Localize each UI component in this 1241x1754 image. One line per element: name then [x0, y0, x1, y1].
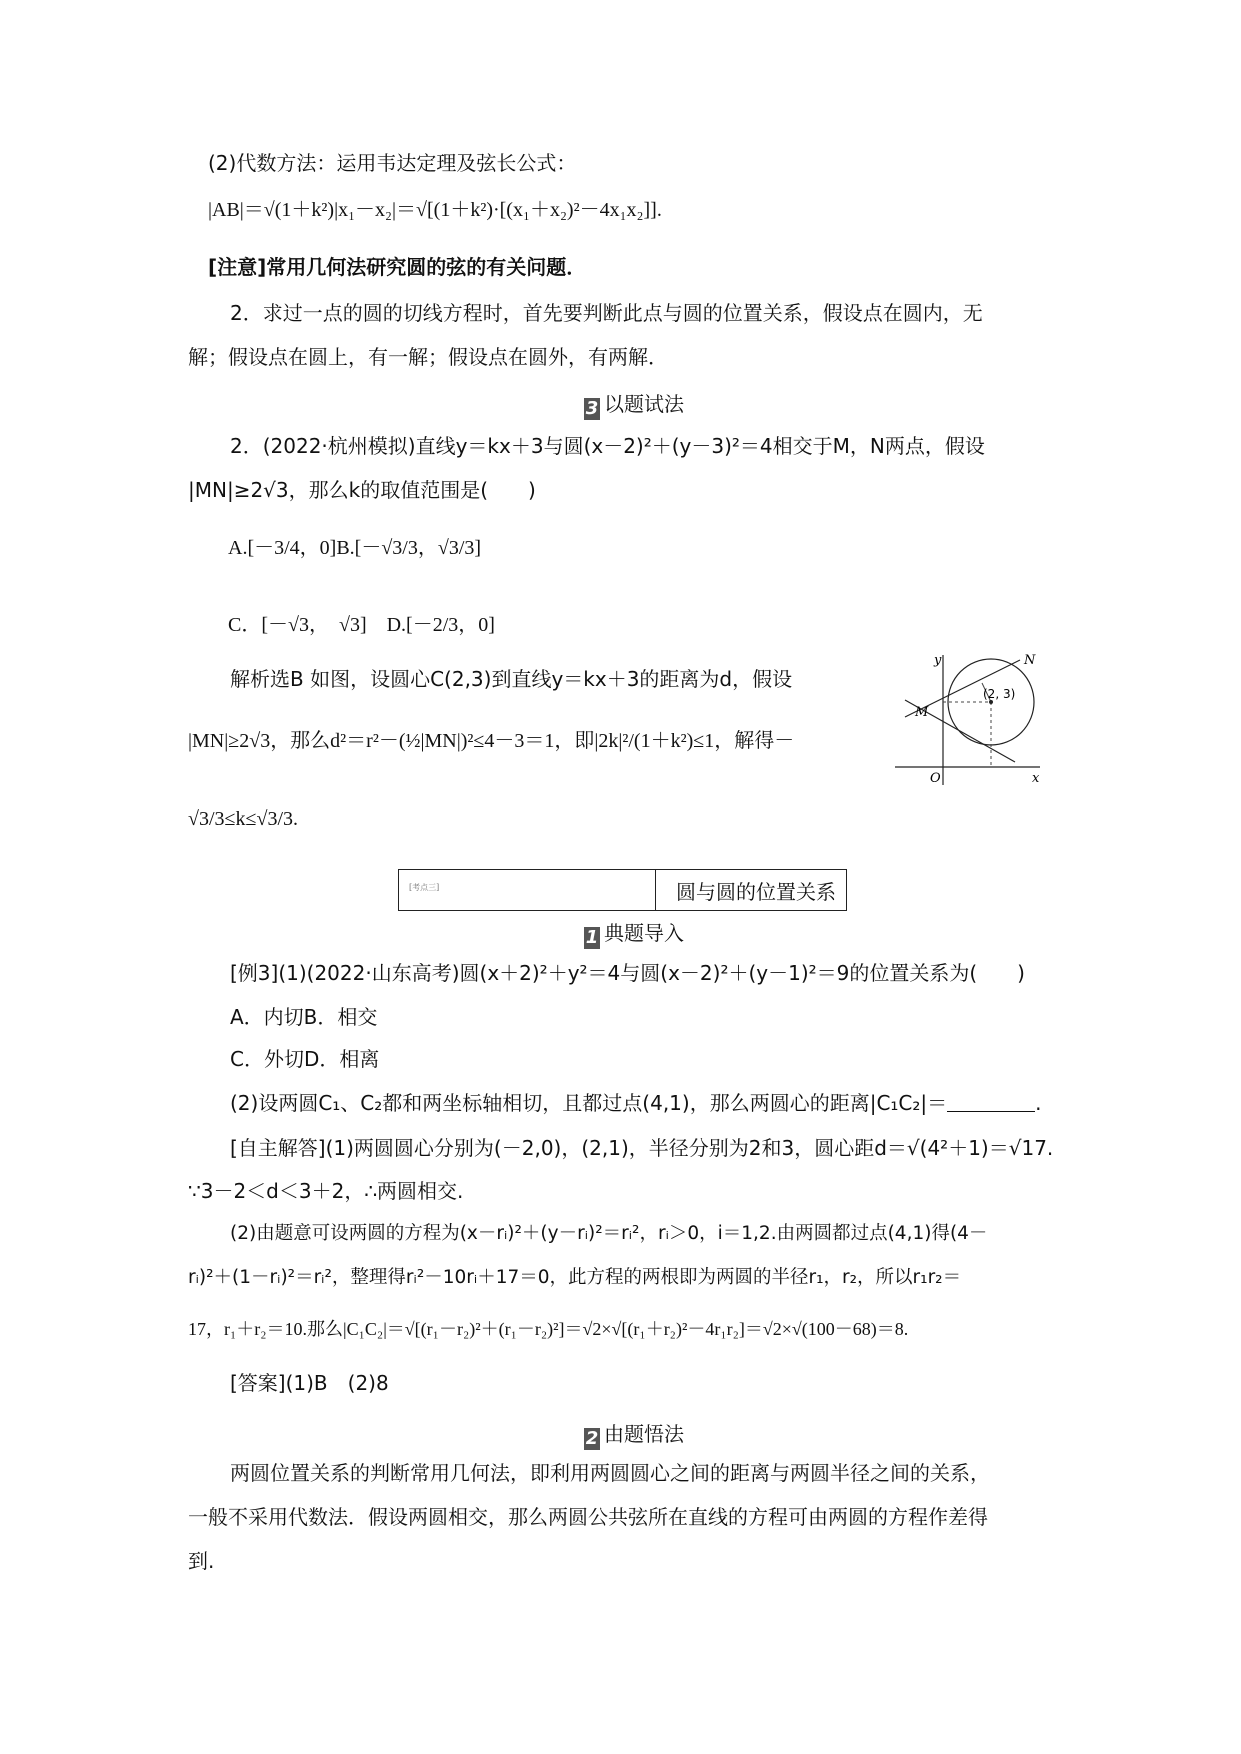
- figure-label-origin: O: [930, 771, 941, 786]
- figure-label-m: M: [915, 705, 929, 720]
- solution-line: [自主解答](1)两圆圆心分别为(－2,0)，(2,1)，半径分别为2和3，圆心距d＝√(4²＋1)＝√17.: [230, 1136, 1054, 1160]
- answer-blank: [947, 1093, 1035, 1112]
- section-heading-label: 以题试法: [604, 392, 684, 416]
- option-line: A.[－3/4，0]B.[－√3/3，√3/3]: [228, 537, 482, 559]
- example-line: [例3](1)(2022·山东高考)圆(x＋2)²＋y²＝4与圆(x－2)²＋(y－1)²＝9的位置关系为( ): [230, 961, 1025, 985]
- answer-line: [答案](1)B (2)8: [230, 1371, 389, 1395]
- option-line: C．[－√3， √3] D.[－2/3，0]: [228, 614, 495, 636]
- topic-box: [398, 869, 847, 911]
- section-number-badge: 1: [585, 927, 599, 948]
- solution-line: √3/3≤k≤√3/3.: [188, 808, 299, 830]
- chord-length-formula: |AB|＝√(1＋k²)|x₁－x₂|＝√[(1＋k²)·[(x₁＋x₂)²－4x₁x₂]].: [208, 199, 662, 221]
- section-heading-label: 由题悟法: [604, 1422, 684, 1446]
- section-heading-label: 典题导入: [604, 921, 684, 945]
- text-line: 解；假设点在圆上，有一解；假设点在圆外，有两解．: [188, 345, 668, 369]
- option-line: C．外切D．相离: [230, 1047, 380, 1071]
- figure-label-center: (2, 3): [983, 687, 1016, 701]
- solution-line: |MN|≥2√3，那么d²＝r²－(½|MN|)²≤4－3＝1，即|2k|²/(1＋k²)≤1，解得－: [188, 730, 795, 752]
- solution-line: 17，r₁＋r₂＝10.那么|C₁C₂|＝√[(r₁－r₂)²＋(r₁－r₂)²]＝√2×√[(r₁＋r₂)²－4r₁r₂]＝√2×√(100－68)＝8.: [188, 1319, 909, 1339]
- topic-box-left: [考点三]: [399, 870, 656, 910]
- example-text: (2)设两圆C₁、C₂都和两坐标轴相切，且都过点(4,1)，那么两圆心的距离|C₁C₂|＝: [230, 1091, 948, 1115]
- summary-line: 一般不采用代数法．假设两圆相交，那么两圆公共弦所在直线的方程可由两圆的方程作差得: [188, 1505, 988, 1529]
- section-heading: [0, 917, 1241, 949]
- figure-label-y: y: [934, 653, 942, 668]
- section-heading: [0, 388, 1241, 420]
- section-heading: [0, 1418, 1241, 1450]
- problem-line: |MN|≥2√3，那么k的取值范围是( ): [188, 478, 536, 502]
- option-line: A．内切B．相交: [230, 1005, 378, 1029]
- topic-box-title: 圆与圆的位置关系: [676, 880, 836, 904]
- geometry-figure: [890, 650, 1060, 790]
- figure-label-x: x: [1032, 771, 1040, 786]
- problem-line: 2．(2022·杭州模拟)直线y＝kx＋3与圆(x－2)²＋(y－3)²＝4相交于M，N两点，假设: [230, 434, 985, 458]
- solution-line: (2)由题意可设两圆的方程为(x－rᵢ)²＋(y－rᵢ)²＝rᵢ²，rᵢ＞0，i＝1,2.由两圆都过点(4,1)得(4－: [230, 1223, 988, 1244]
- solution-line: ∵3－2＜d＜3＋2，∴两圆相交.: [188, 1179, 464, 1203]
- summary-line: 两圆位置关系的判断常用几何法，即利用两圆圆心之间的距离与两圆半径之间的关系，: [230, 1461, 990, 1485]
- note-line: [注意]常用几何法研究圆的弦的有关问题．: [208, 255, 587, 279]
- example-line: (2)设两圆C₁、C₂都和两坐标轴相切，且都过点(4,1)，那么两圆心的距离|C₁C₂|＝ .: [230, 1091, 1042, 1115]
- solution-line: rᵢ)²＋(1－rᵢ)²＝rᵢ²，整理得rᵢ²－10rᵢ＋17＝0，此方程的两根即为两圆的半径r₁，r₂，所以r₁r₂＝: [188, 1267, 962, 1288]
- text-line: 2．求过一点的圆的切线方程时，首先要判断此点与圆的位置关系，假设点在圆内，无: [230, 301, 983, 325]
- figure-label-n: N: [1024, 653, 1036, 668]
- text-line: (2)代数方法：运用韦达定理及弦长公式：: [208, 151, 577, 175]
- summary-line: 到.: [188, 1549, 215, 1573]
- solution-line: 解析选B 如图，设圆心C(2,3)到直线y＝kx＋3的距离为d，假设: [230, 667, 793, 691]
- section-number-badge: 2: [585, 1428, 599, 1449]
- section-number-badge: 3: [585, 398, 599, 419]
